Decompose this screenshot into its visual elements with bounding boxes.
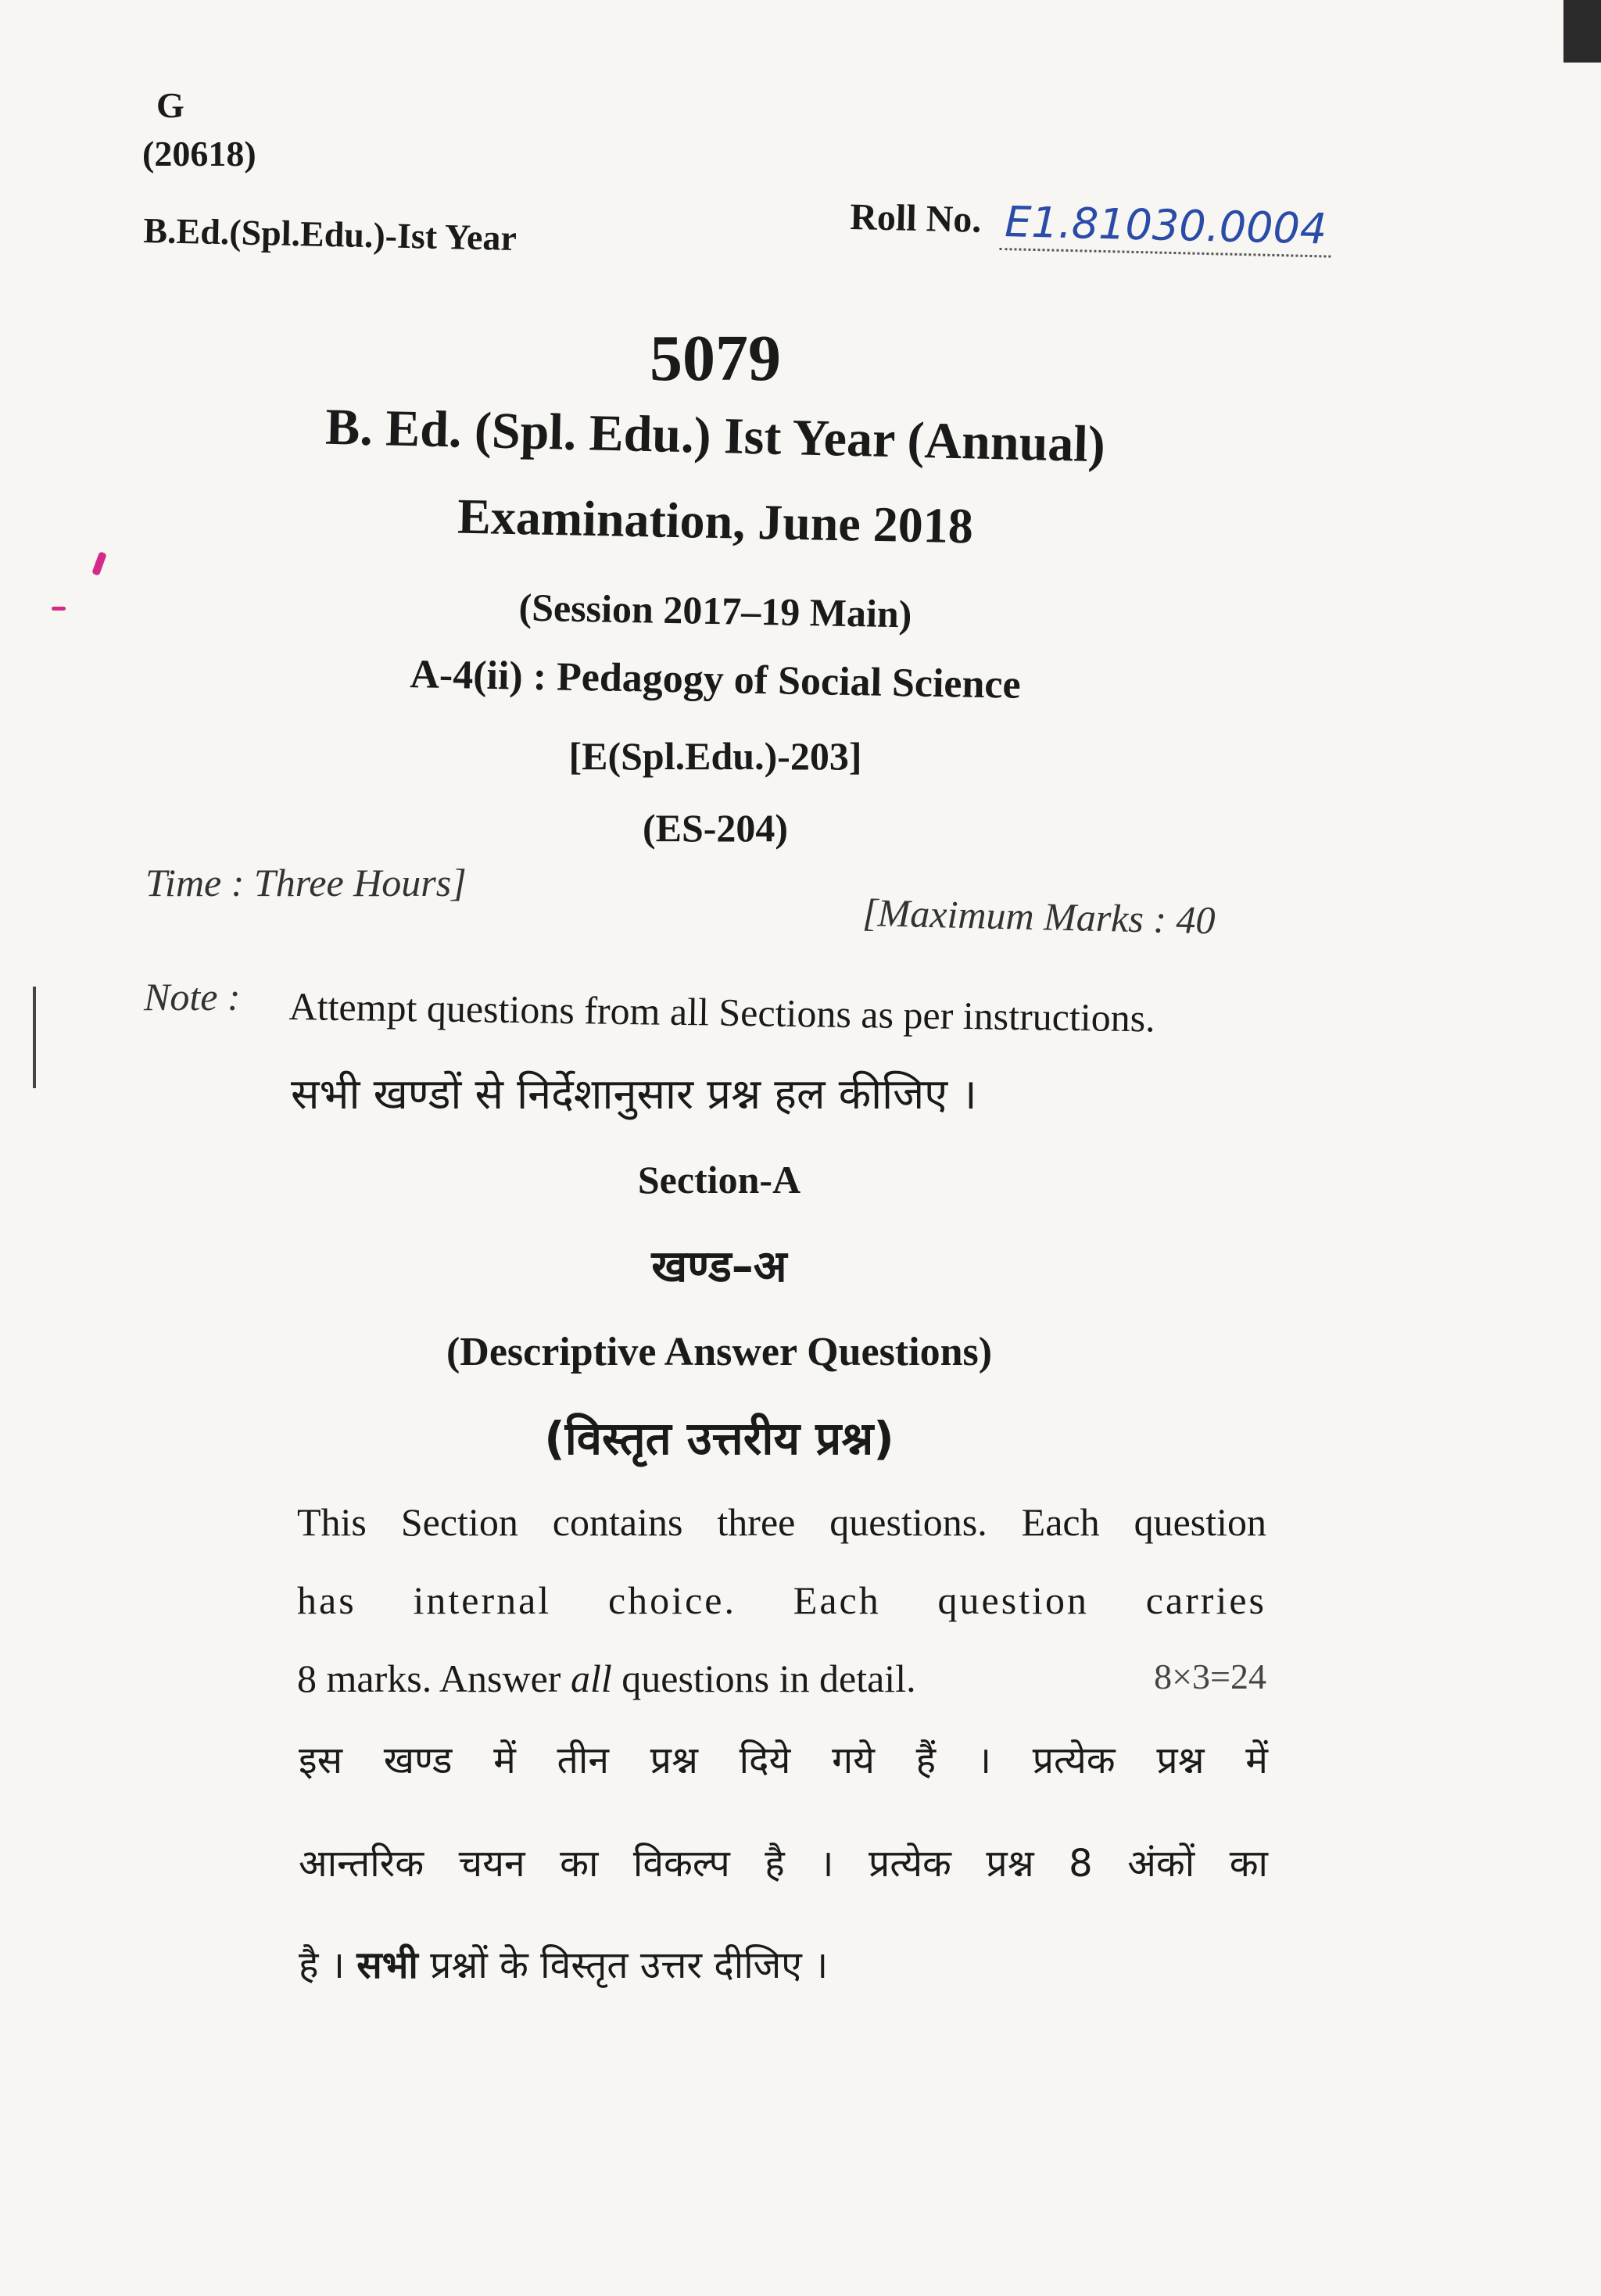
instruction-text-hindi: प्रश्नों के विस्तृत उत्तर दीजिए । [417, 1943, 829, 1987]
instruction-emphasis: all [570, 1657, 612, 1700]
time-allowed: Time : Three Hours] [145, 861, 467, 904]
instruction-line-hindi [299, 1939, 1268, 1990]
section-marks: 8×3=24 [1154, 1657, 1266, 1696]
exam-code: [E(Spl.Edu.)-203] [568, 734, 862, 778]
maximum-marks: [Maximum Marks : 40 [861, 890, 1216, 943]
note-english: Attempt questions from all Sections as per instructions. [288, 983, 1156, 1041]
section-description: (Descriptive Answer Questions) [446, 1330, 993, 1374]
instruction-line [297, 1656, 1266, 1701]
instruction-text-hindi: है । [299, 1943, 357, 1987]
instruction-text: 8 marks. Answer [297, 1657, 571, 1700]
margin-bracket-mark [33, 987, 47, 1088]
ink-mark [91, 551, 107, 576]
series-letter: G [156, 85, 184, 125]
note-label: Note : [144, 975, 241, 1019]
exam-number: 5079 [650, 322, 781, 395]
instruction-line-hindi: आन्तरिक चयन का विकल्प है । प्रत्येक प्रश्न 8 अंकों का [299, 1842, 1268, 1886]
course-line: B.Ed.(Spl.Edu.)-Ist Year [142, 210, 518, 258]
exam-session: (Session 2017–19 Main) [518, 585, 912, 636]
instruction-text: questions in detail. [611, 1657, 916, 1700]
instruction-emphasis-hindi: सभी [356, 1943, 418, 1987]
instruction-line: has internal choice. Each question carries [297, 1578, 1266, 1622]
instruction-line: This Section contains three questions. Each question [297, 1500, 1266, 1544]
section-title: Section-A [637, 1158, 801, 1202]
corner-clip-mark [1563, 0, 1601, 63]
roll-number-field[interactable]: E1.81030.0004 [999, 197, 1331, 258]
section-title-hindi: खण्ड–अ [651, 1241, 787, 1292]
exam-code-secondary: (ES-204) [642, 806, 789, 850]
instruction-line-hindi: इस खण्ड में तीन प्रश्न दिये गये हैं । प्रत्येक प्रश्न में [299, 1739, 1268, 1782]
exam-title: B. Ed. (Spl. Edu.) Ist Year (Annual) [324, 398, 1106, 474]
exam-subject: A-4(ii) : Pedagogy of Social Science [409, 652, 1022, 707]
paper-code: (20618) [142, 134, 256, 174]
note-hindi: सभी खण्डों से निर्देशानुसार प्रश्न हल कीजिए । [291, 1069, 977, 1119]
exam-date-line: Examination, June 2018 [457, 488, 974, 554]
roll-number-label: Roll No. [849, 195, 982, 241]
section-description-hindi: (विस्तृत उत्तरीय प्रश्न) [544, 1412, 894, 1465]
